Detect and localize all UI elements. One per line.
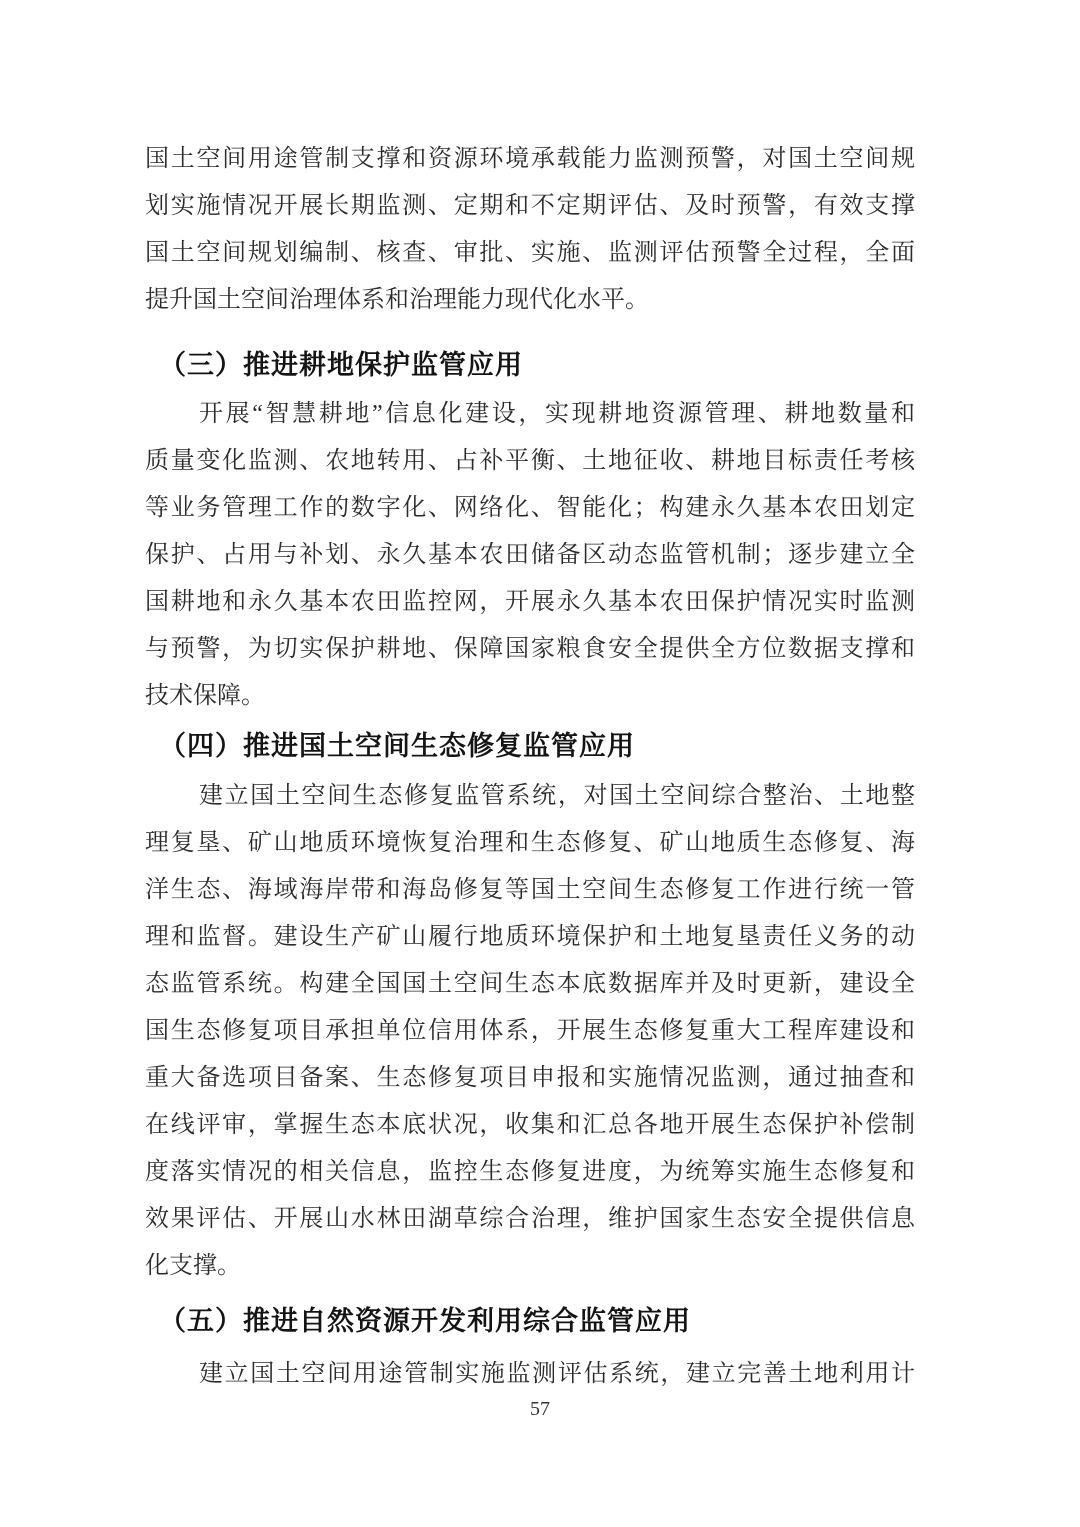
- text-line: 度落实情况的相关信息，监控生态修复进度，为统筹实施生态修复和: [145, 1159, 915, 1185]
- paragraph-resource-utilization: [145, 1351, 915, 1398]
- text-line: 态监管系统。构建全国国土空间生态本底数据库并及时更新，建设全: [145, 971, 915, 997]
- text-line: 与预警，为切实保护耕地、保障国家粮食安全提供全方位数据支撑和: [145, 636, 915, 662]
- text-line: 建立国土空间生态修复监管系统，对国土空间综合整治、土地整: [199, 783, 915, 809]
- text-line: 洋生态、海域海岸带和海岛修复等国土空间生态修复工作进行统一管: [145, 877, 915, 903]
- text-line: 国土空间规划编制、核查、审批、实施、监测评估预警全过程，全面: [145, 240, 915, 266]
- paragraph-continuation: [145, 136, 915, 324]
- text-line: 国耕地和永久基本农田监控网，开展永久基本农田保护情况实时监测: [145, 589, 915, 615]
- text-line: 化支撑。: [145, 1253, 241, 1279]
- text-line: 国生态修复项目承担单位信用体系，开展生态修复重大工程库建设和: [145, 1018, 915, 1044]
- paragraph-ecological-restoration: [145, 773, 915, 1290]
- text-line: 开展“智慧耕地”信息化建设，实现耕地资源管理、耕地数量和: [199, 401, 915, 427]
- text-line: 质量变化监测、农地转用、占补平衡、土地征收、耕地目标责任考核: [145, 448, 915, 474]
- text-line: 理和监督。建设生产矿山履行地质环境保护和土地复垦责任义务的动: [145, 924, 915, 950]
- text-line: 重大备选项目备案、生态修复项目申报和实施情况监测，通过抽查和: [145, 1065, 915, 1091]
- text-line: 划实施情况开展长期监测、定期和不定期评估、及时预警，有效支撑: [145, 193, 915, 219]
- text-line: 建立国土空间用途管制实施监测评估系统，建立完善土地利用计: [199, 1361, 915, 1387]
- text-line: 在线评审，掌握生态本底状况，收集和汇总各地开展生态保护补偿制: [145, 1112, 915, 1138]
- text-line: 国土空间用途管制支撑和资源环境承载能力监测预警，对国土空间规: [145, 146, 915, 172]
- text-line: 理复垦、矿山地质环境恢复治理和生态修复、矿山地质生态修复、海: [145, 830, 915, 856]
- page-number: 57: [530, 1398, 550, 1420]
- text-line: 提升国土空间治理体系和治理能力现代化水平。: [145, 287, 649, 313]
- text-line: 技术保障。: [145, 683, 265, 709]
- section-heading-3: （三）推进耕地保护监管应用: [159, 350, 523, 380]
- section-heading-5: （五）推进自然资源开发利用综合监管应用: [159, 1306, 691, 1336]
- text-line: 保护、占用与补划、永久基本农田储备区动态监管机制；逐步建立全: [145, 542, 915, 568]
- text-line: 等业务管理工作的数字化、网络化、智能化；构建永久基本农田划定: [145, 495, 915, 521]
- page-text-block: [145, 136, 915, 1398]
- paragraph-cultivated-land: [145, 391, 915, 720]
- text-line: 效果评估、开展山水林田湖草综合治理，维护国家生态安全提供信息: [145, 1206, 915, 1232]
- section-heading-4: （四）推进国土空间生态修复监管应用: [159, 731, 635, 761]
